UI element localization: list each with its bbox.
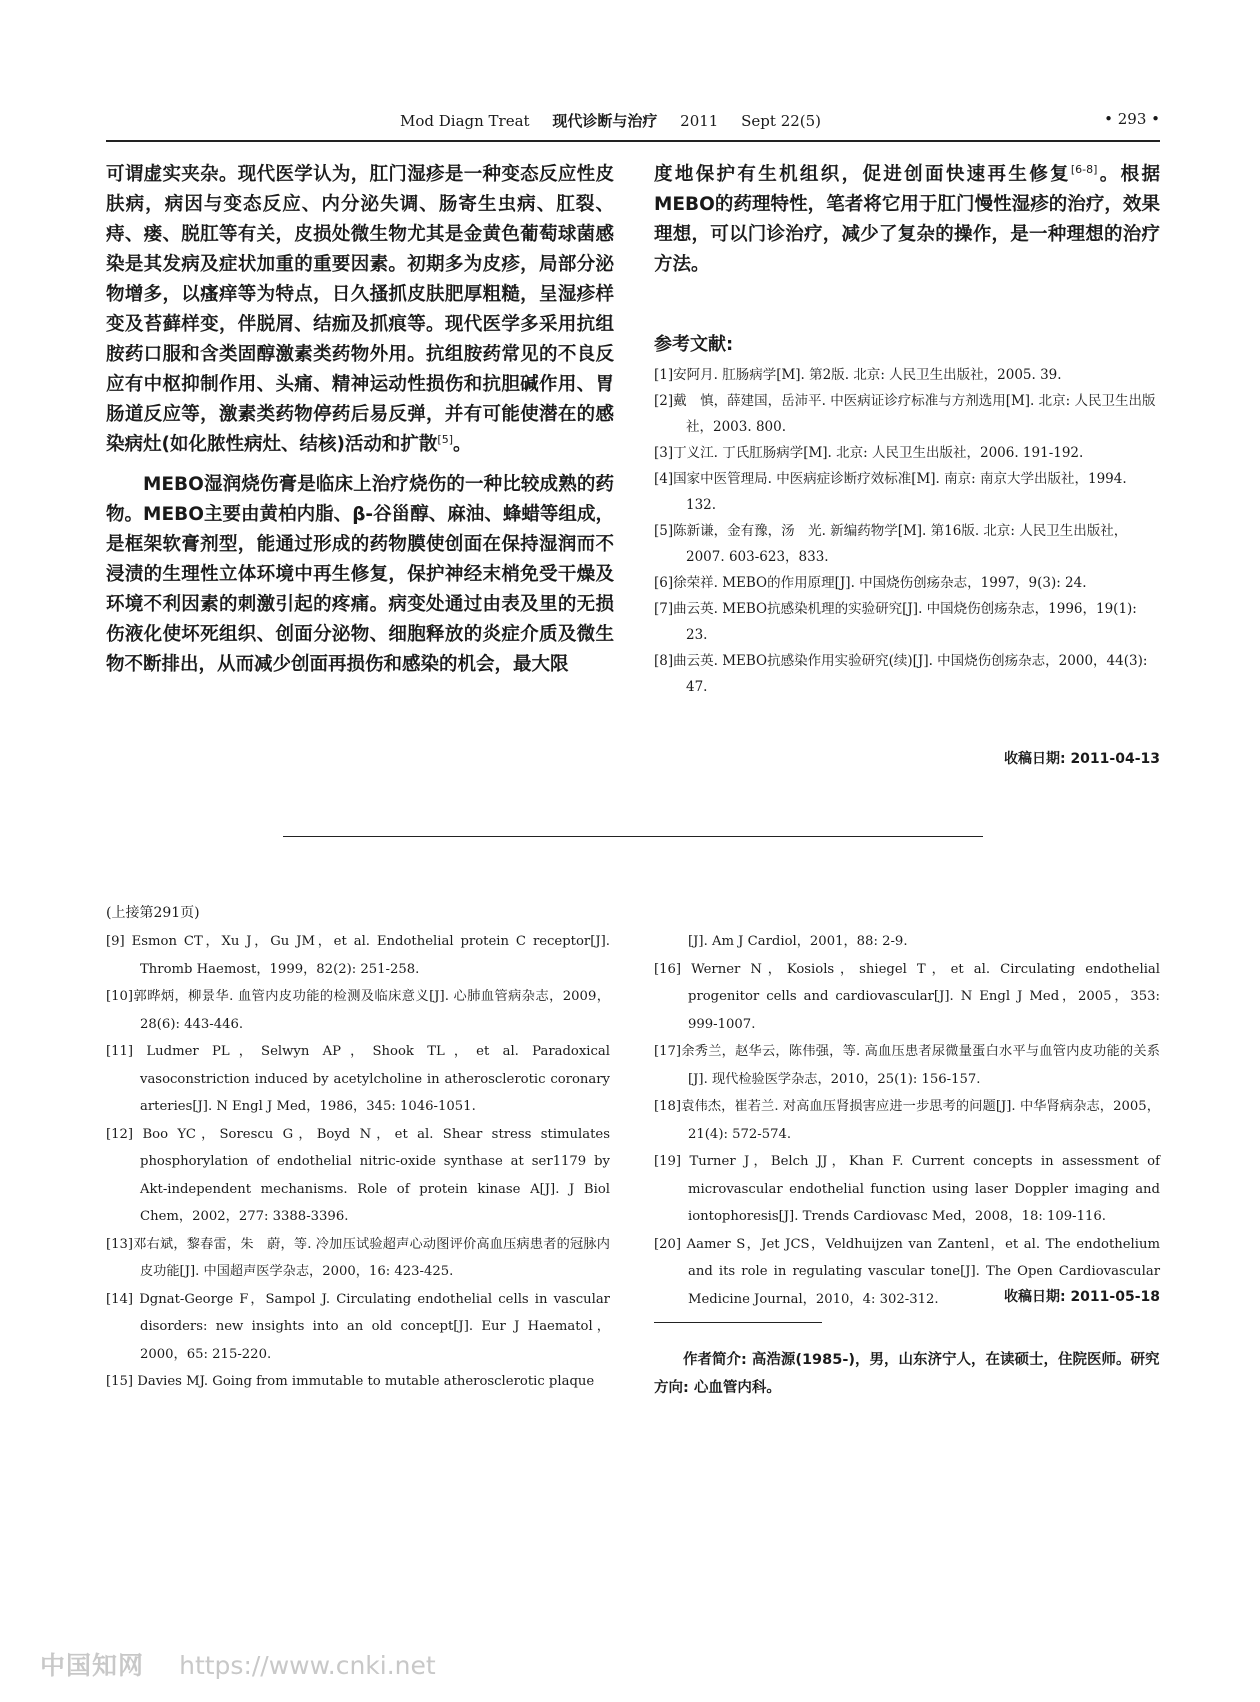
paragraph-end: 。 xyxy=(453,434,472,455)
reference-item: [1]安阿月. 肛肠病学[M]. 第2版. 北京: 人民卫生出版社，2005. 39. xyxy=(654,367,1062,383)
section-divider xyxy=(283,836,983,837)
reference-item: [10]郭晔炳，柳景华. 血管内皮功能的检测及临床意义[J]. 心肺血管病杂志，2009，28(6): 443-446. xyxy=(106,989,610,1032)
reference-item: [8]曲云英. MEBO抗感染作用实验研究(续)[J]. 中国烧伤创疡杂志，2000，44(3): 47. xyxy=(654,653,1148,695)
references-list-bottom-left xyxy=(106,928,610,1396)
body-paragraph-3 xyxy=(654,160,1160,280)
references-list-top xyxy=(654,362,1160,700)
footnote-rule xyxy=(654,1322,822,1323)
reference-item: [4]国家中医管理局. 中医病症诊断疗效标准[M]. 南京: 南京大学出版社，1994. 132. xyxy=(654,471,1127,513)
journal-name-en: Mod Diagn Treat xyxy=(400,112,530,130)
header-rule xyxy=(106,140,1160,142)
body-left-column xyxy=(106,160,614,680)
citation-5: [5] xyxy=(437,432,454,446)
paragraph-text: 度地保护有生机组织，促进创面快速再生修复 xyxy=(654,164,1071,185)
body-right-column xyxy=(654,160,1160,280)
references-title: 参考文献: xyxy=(654,334,734,355)
reference-item: [7]曲云英. MEBO抗感染机理的实验研究[J]. 中国烧伤创疡杂志，1996，19(1): 23. xyxy=(654,601,1137,643)
journal-issue: Sept 22(5) xyxy=(741,112,822,130)
watermark-brand: 中国知网 xyxy=(40,1651,145,1680)
references-list-bottom-right xyxy=(654,928,1160,1313)
reference-item: [20] Aamer S，Jet JCS，Veldhuijzen van Zantenl，et al. The endothelium and its role in regulating vascular tone[J]. The Open Cardiovascular Medicine Journal，2010，4: 302-312. xyxy=(654,1236,1160,1307)
page-number: • 293 • xyxy=(1104,110,1160,128)
received-date-bottom: 收稿日期: 2011-05-18 xyxy=(1003,1289,1160,1305)
reference-item: [18]袁伟杰，崔若兰. 对高血压肾损害应进一步思考的问题[J]. 中华肾病杂志，2005，21(4): 572-574. xyxy=(654,1099,1160,1142)
reference-item-continued: [J]. Am J Cardiol，2001，88: 2-9. xyxy=(688,934,908,949)
cnki-watermark xyxy=(40,1646,436,1682)
journal-name-cn: 现代诊断与治疗 xyxy=(552,112,658,130)
reference-item: [16] Werner N，Kosiols，shiegel T，et al. Circulating endothelial progenitor cells and cardiovascular[J]. N Engl J Med，2005，353: 999-1007. xyxy=(654,961,1160,1032)
paragraph-text-rest: 。根据MEBO的药理特性，笔者将它用于肛门慢性湿疹的治疗，效果理想，可以门诊治疗，减少了复杂的操作，是一种理想的治疗方法。 xyxy=(654,164,1160,275)
citation-6-8: [6-8] xyxy=(1070,162,1098,176)
running-header xyxy=(400,110,900,136)
reference-item: [19] Turner J，Belch JJ，Khan F. Current concepts in assessment of microvascular endothelial function using laser Doppler imaging and iontophoresis[J]. Trends Cardiovasc Med，2008，18: 109-116. xyxy=(654,1154,1160,1224)
reference-item: [14] Dgnat-George F，Sampol J. Circulating endothelial cells in vascular disorders: new insights into an old concept[J]. Eur J Haematol，2000，65: 215-220. xyxy=(106,1291,610,1362)
received-date-top: 收稿日期: 2011-04-13 xyxy=(1003,751,1160,767)
reference-item: [12] Boo YC，Sorescu G，Boyd N，et al. Shear stress stimulates phosphorylation of endothelial nitric-oxide synthase at ser1179 by Akt-independent mechanisms. Role of protein kinase A[J]. J Biol Chem，2002，277: 3388-3396. xyxy=(106,1126,610,1224)
reference-item: [3]丁义江. 丁氏肛肠病学[M]. 北京: 人民卫生出版社，2006. 191-192. xyxy=(654,445,1084,461)
reference-item: [11] Ludmer PL，Selwyn AP，Shook TL，et al. Paradoxical vasoconstriction induced by acetylcholine in atherosclerotic coronary arteries[J]. N Engl J Med，1986，345: 1046-1051. xyxy=(106,1044,610,1114)
paragraph-text: 可谓虚实夹杂。现代医学认为，肛门湿疹是一种变态反应性皮肤病，病因与变态反应、内分泌失调、肠寄生虫病、肛裂、痔、瘘、脱肛等有关，皮损处微生物尤其是金黄色葡萄球菌感染是其发病及症状加重的重要因素。初期多为皮疹，局部分泌物增多，以瘙痒等为特点，日久搔抓皮肤肥厚粗糙，呈湿疹样变及苔藓样变，伴脱屑、结痂及抓痕等。现代医学多采用抗组胺药口服和含类固醇激素类药物外用。抗组胺药常见的不良反应有中枢抑制作用、头痛、精神运动性损伤和抗胆碱作用、胃肠道反应等，激素类药物停药后易反弹，并有可能使潜在的感染病灶(如化脓性病灶、结核)活动和扩散 xyxy=(106,164,614,455)
reference-item: [2]戴 慎，薛建国，岳沛平. 中医病证诊疗标准与方剂选用[M]. 北京: 人民卫生出版社，2003. 800. xyxy=(654,393,1156,435)
reference-item: [13]邓右斌，黎春雷，朱 蔚，等. 冷加压试验超声心动图评价高血压病患者的冠脉内皮功能[J]. 中国超声医学杂志，2000，16: 423-425. xyxy=(106,1236,610,1279)
continued-label: (上接第291页) xyxy=(106,905,200,921)
body-paragraph-2: MEBO湿润烧伤膏是临床上治疗烧伤的一种比较成熟的药物。MEBO主要由黄柏内脂、β-谷甾醇、麻油、蜂蜡等组成，是框架软膏剂型，能通过形成的药物膜使创面在保持湿润而不浸渍的生理性立体环境中再生修复，保护神经末梢免受干燥及环境不利因素的刺激引起的疼痛。病变处通过由表及里的无损伤液化使坏死组织、创面分泌物、细胞释放的炎症介质及微生物不断排出，从而减少创面再损伤和感染的机会，最大限 xyxy=(106,474,614,675)
body-paragraph-1 xyxy=(106,160,614,460)
reference-item: [5]陈新谦，金有豫，汤 光. 新编药物学[M]. 第16版. 北京: 人民卫生出版社，2007. 603-623，833. xyxy=(654,523,1128,565)
journal-year: 2011 xyxy=(680,112,719,130)
reference-item: [9] Esmon CT，Xu J，Gu JM，et al. Endothelial protein C receptor[J]. Thromb Haemost，1999，82(2): 251-258. xyxy=(106,934,610,977)
watermark-url: https://www.cnki.net xyxy=(179,1651,436,1680)
author-note: 作者简介: 高浩源(1985-)，男，山东济宁人，在读硕士，住院医师。研究方向: 心血管内科。 xyxy=(654,1352,1160,1396)
reference-item: [17]余秀兰，赵华云，陈伟强，等. 高血压患者尿微量蛋白水平与血管内皮功能的关系[J]. 现代检验医学杂志，2010，25(1): 156-157. xyxy=(654,1044,1160,1087)
reference-item: [6]徐荣祥. MEBO的作用原理[J]. 中国烧伤创疡杂志，1997，9(3): 24. xyxy=(654,575,1087,591)
reference-item: [15] Davies MJ. Going from immutable to mutable atherosclerotic plaque xyxy=(106,1374,595,1389)
